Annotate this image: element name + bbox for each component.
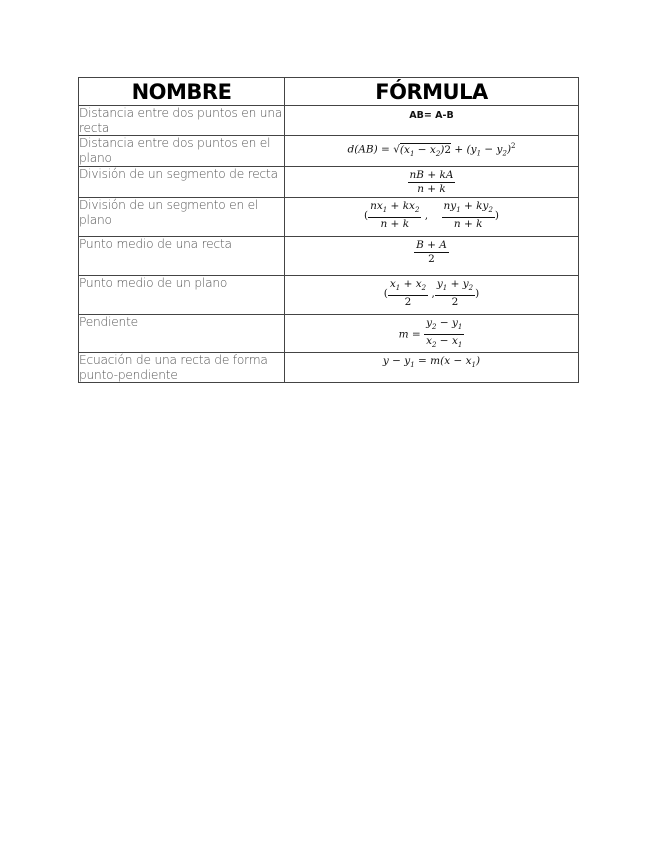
formula-table [78,77,579,383]
row-formula: $\frac{B + A}{2}$ [285,237,579,276]
row-formula: $y - y_1 = m(x - x_1)$ [285,353,579,383]
row-formula: $\frac{nB + kA}{n + k}$ [285,167,579,198]
row-formula: m = $\frac{y_2 - y_1}{x_2 - x_1}$ [285,315,579,353]
row-name: Pendiente [79,315,285,353]
row-formula: $d(AB) = √(x_1 - x_2)2 + (y_1 - y_2)^2$ [285,136,579,167]
row-name: Punto medio de un plano [79,276,285,315]
row-name: Distancia entre dos puntos en una recta [79,106,285,136]
table-row [79,315,579,353]
table-header-row [79,78,579,106]
table-row [79,237,579,276]
header-formula: FÓRMULA [285,78,579,106]
row-name: Punto medio de una recta [79,237,285,276]
table-row [79,198,579,237]
table-row [79,136,579,167]
row-formula: AB= A-B [285,106,579,136]
row-name: División de un segmento en el plano [79,198,285,237]
row-name: Distancia entre dos puntos en el plano [79,136,285,167]
table-row [79,353,579,383]
table-row [79,106,579,136]
row-name: Ecuación de una recta de forma punto-pendiente [79,353,285,383]
table-row [79,276,579,315]
row-formula: ( $\frac{nx_1 + kx_2}{n + k}$ , $\frac{ny_1 + ky_2}{n + k}$ ) [285,198,579,237]
header-name: NOMBRE [79,78,285,106]
row-formula: ( $\frac{x_1 + x_2}{2}$ , $\frac{y_1 + y_2}{2}$ ) [285,276,579,315]
row-name: División de un segmento de recta [79,167,285,198]
table-row [79,167,579,198]
